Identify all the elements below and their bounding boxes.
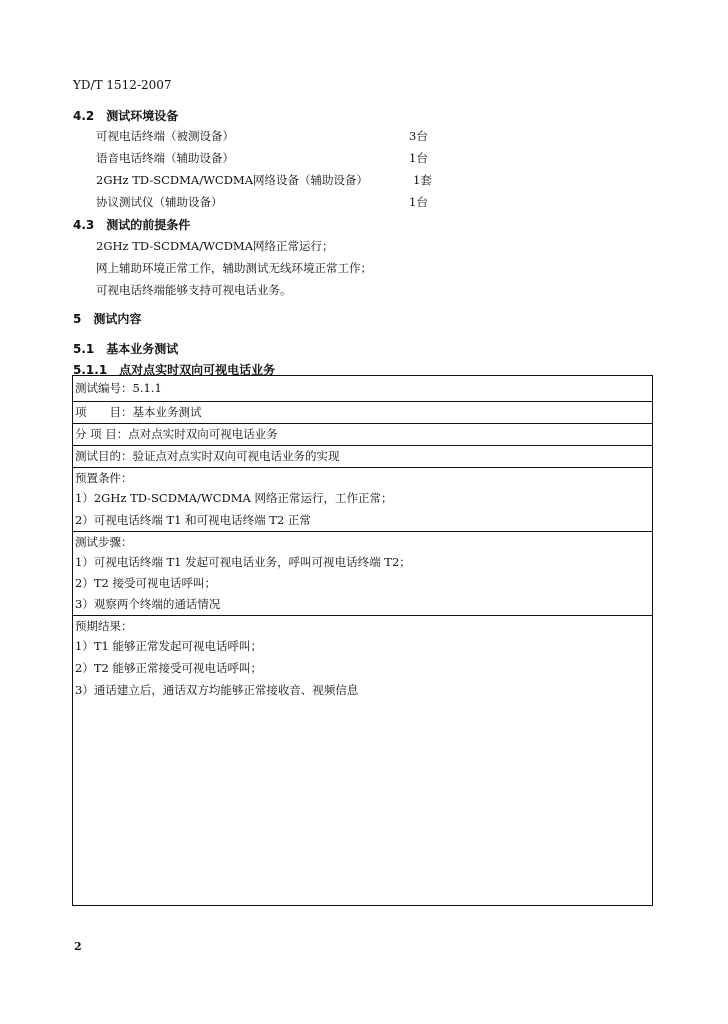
table-row: 3）观察两个终端的通话情况: [75, 597, 221, 611]
section-4-2-heading: 4.2 测试环境设备: [73, 109, 179, 123]
table-row: 1）2GHz TD-SCDMA/WCDMA 网络正常运行，工作正常；: [75, 491, 393, 505]
equipment-item-qty: 3台: [409, 129, 428, 143]
table-row: 项 目：基本业务测试: [73, 401, 652, 421]
table-row: 2）T2 能够正常接受可视电话呼叫；: [75, 661, 262, 675]
equipment-item-name: 2GHz TD-SCDMA/WCDMA网络设备（辅助设备）: [96, 173, 369, 187]
table-row: 分 项 目：点对点实时双向可视电话业务: [73, 423, 652, 443]
section-5-heading: 5 测试内容: [73, 312, 142, 326]
table-row: 测试编号：5.1.1: [75, 381, 162, 395]
equipment-item-qty: 1台: [409, 151, 428, 165]
table-row: 预期结果：: [73, 615, 652, 635]
document-id: YD/T 1512-2007: [73, 78, 172, 92]
test-case-table: [72, 375, 653, 906]
section-5-1-1-heading: 5.1.1 点对点实时双向可视电话业务: [73, 363, 276, 377]
precondition-line: 网上辅助环境正常工作，辅助测试无线环境正常工作；: [96, 261, 372, 275]
precondition-line: 2GHz TD-SCDMA/WCDMA网络正常运行；: [96, 239, 334, 253]
table-row: 1）可视电话终端 T1 发起可视电话业务，呼叫可视电话终端 T2；: [75, 555, 411, 569]
table-row: 测试目的：验证点对点实时双向可视电话业务的实现: [73, 445, 652, 465]
equipment-item-name: 可视电话终端（被测设备）: [96, 129, 234, 143]
section-4-3-heading: 4.3 测试的前提条件: [73, 218, 191, 232]
page-number: 2: [74, 940, 82, 953]
table-row: 1）T1 能够正常发起可视电话呼叫；: [75, 639, 262, 653]
precondition-line: 可视电话终端能够支持可视电话业务。: [96, 283, 292, 297]
table-row: 2）可视电话终端 T1 和可视电话终端 T2 正常: [75, 513, 311, 527]
equipment-item-qty: 1套: [413, 173, 432, 187]
table-row: 预置条件：: [73, 467, 652, 487]
table-row: 2）T2 接受可视电话呼叫；: [75, 576, 216, 590]
equipment-item-name: 协议测试仪（辅助设备）: [96, 195, 223, 209]
section-5-1-heading: 5.1 基本业务测试: [73, 342, 179, 356]
table-row: 3）通话建立后，通话双方均能够正常接收音、视频信息: [75, 683, 359, 697]
equipment-item-name: 语音电话终端（辅助设备）: [96, 151, 234, 165]
equipment-item-qty: 1台: [409, 195, 428, 209]
table-row: 测试步骤：: [73, 531, 652, 551]
